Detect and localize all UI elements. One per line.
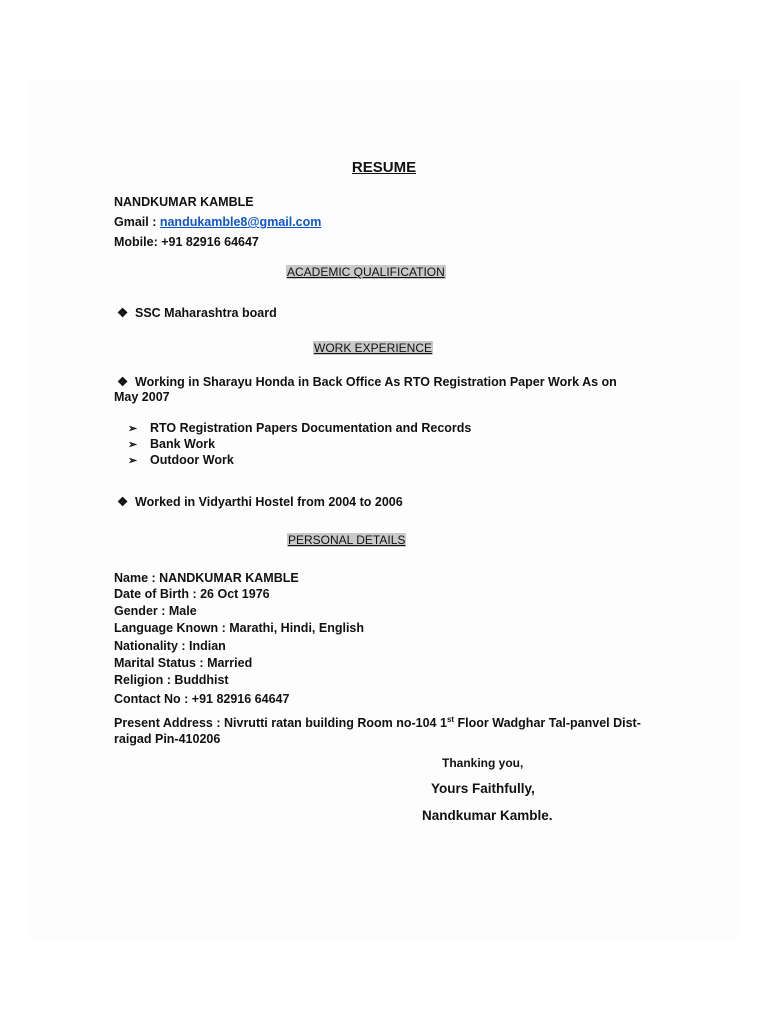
job-1-line-1: ❖ Working in Sharayu Honda in Back Office As RTO Registration Paper Work As on bbox=[117, 375, 617, 389]
job-1-line-2: May 2007 bbox=[114, 390, 170, 404]
list-item: ➢ RTO Registration Papers Documentation and Records bbox=[128, 421, 472, 435]
personal-address-line-2: raigad Pin-410206 bbox=[114, 732, 221, 746]
diamond-bullet-icon: ❖ bbox=[117, 375, 129, 389]
gmail-label: Gmail : bbox=[114, 215, 160, 229]
personal-gender: Gender : Male bbox=[114, 604, 197, 618]
list-item: ❖ SSC Maharashtra board bbox=[117, 306, 277, 320]
section-academic-qualification: ACADEMIC QUALIFICATION bbox=[287, 265, 445, 279]
personal-religion: Religion : Buddhist bbox=[114, 673, 229, 687]
arrow-bullet-icon: ➢ bbox=[128, 423, 138, 435]
personal-dob: Date of Birth : 26 Oct 1976 bbox=[114, 587, 270, 601]
page-background bbox=[30, 80, 738, 942]
section-work-experience: WORK EXPERIENCE bbox=[314, 341, 433, 355]
section-personal-details: PERSONAL DETAILS bbox=[288, 533, 406, 547]
job-2: ❖ Worked in Vidyarthi Hostel from 2004 to 2006 bbox=[117, 495, 403, 509]
list-item: ➢ Outdoor Work bbox=[128, 453, 234, 467]
personal-nationality: Nationality : Indian bbox=[114, 639, 226, 653]
arrow-bullet-icon: ➢ bbox=[128, 439, 138, 451]
personal-marital-status: Marital Status : Married bbox=[114, 656, 253, 670]
signature-name: Nandkumar Kamble. bbox=[422, 808, 553, 823]
mobile-line: Mobile: +91 82916 64647 bbox=[114, 235, 259, 249]
closing-yours: Yours Faithfully, bbox=[431, 781, 535, 796]
closing-thanks: Thanking you, bbox=[442, 756, 524, 770]
gmail-line bbox=[114, 215, 321, 229]
resume-title: RESUME bbox=[351, 159, 417, 176]
diamond-bullet-icon: ❖ bbox=[117, 306, 129, 320]
personal-language: Language Known : Marathi, Hindi, English bbox=[114, 621, 364, 635]
arrow-bullet-icon: ➢ bbox=[128, 455, 138, 467]
personal-name: Name : NANDKUMAR KAMBLE bbox=[114, 571, 299, 585]
personal-contact: Contact No : +91 82916 64647 bbox=[114, 692, 290, 706]
email-link[interactable]: nandukamble8@gmail.com bbox=[159, 215, 322, 229]
diamond-bullet-icon: ❖ bbox=[117, 495, 129, 509]
personal-address-line-1: Present Address : Nivrutti ratan building Room no-104 1st Floor Wadghar Tal-panvel Dist- bbox=[114, 715, 641, 731]
list-item: ➢ Bank Work bbox=[128, 437, 216, 451]
applicant-name: NANDKUMAR KAMBLE bbox=[114, 195, 254, 209]
